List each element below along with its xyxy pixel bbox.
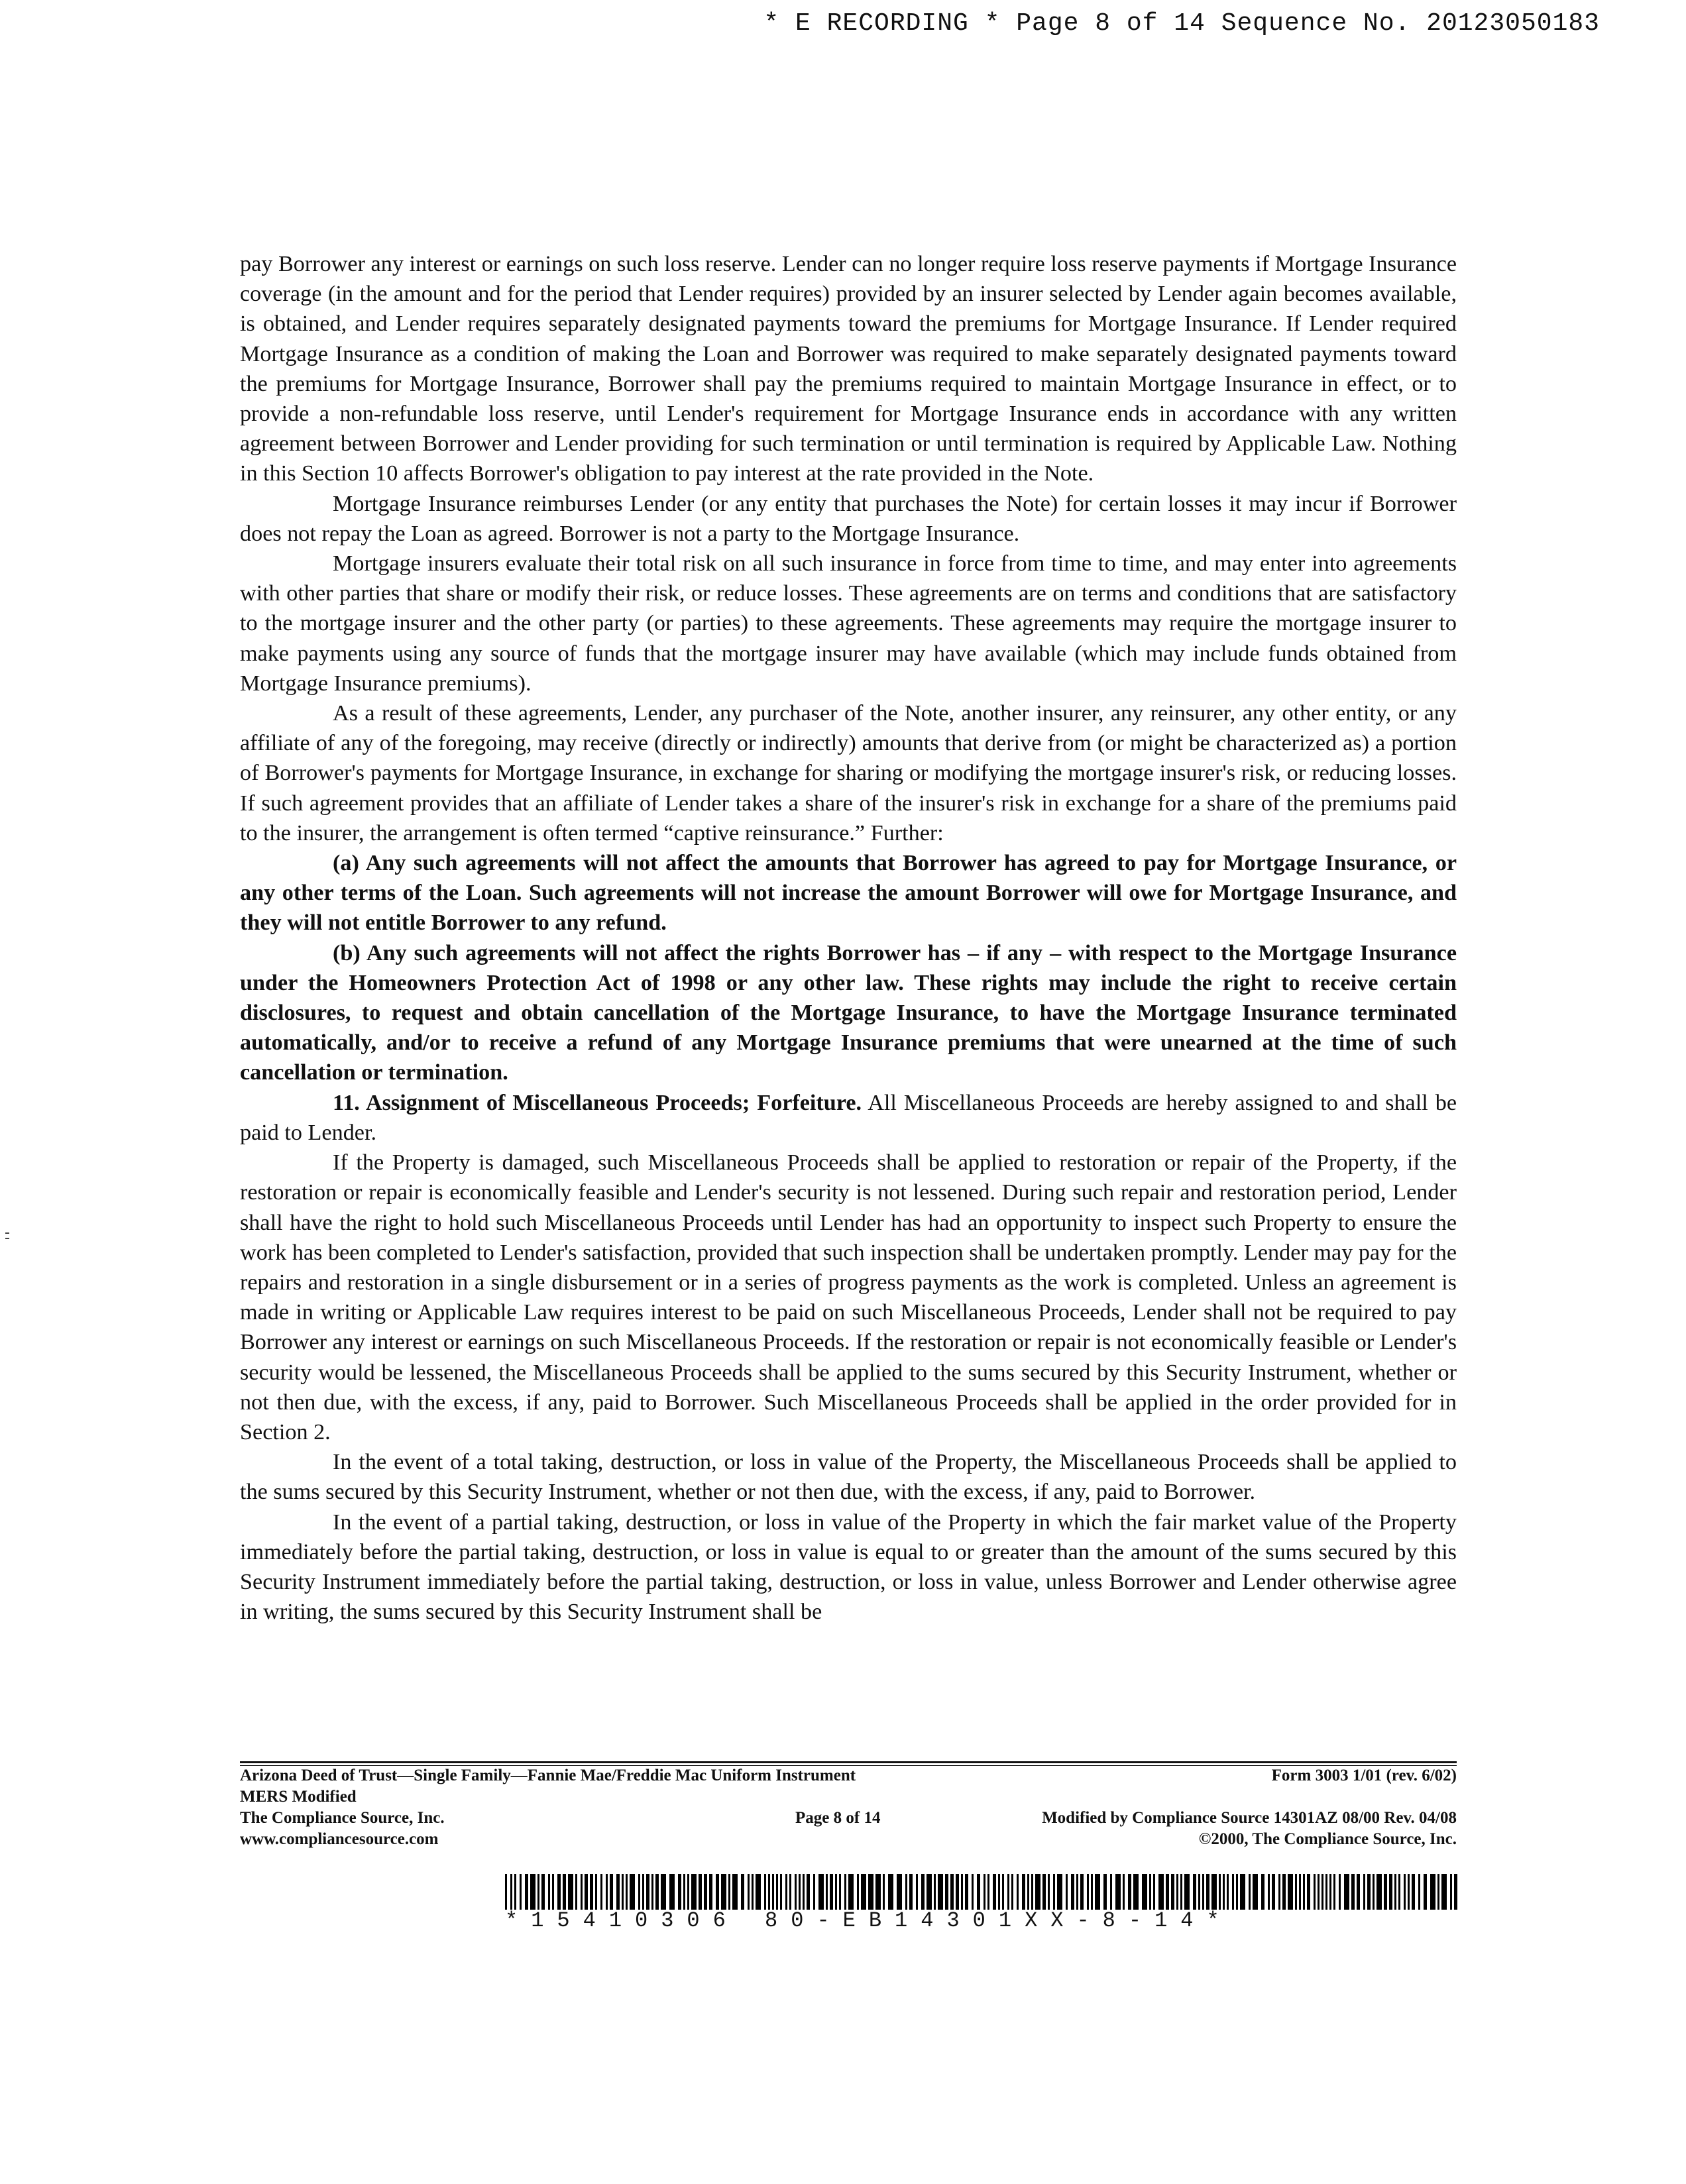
barcode-bar (1424, 1874, 1427, 1910)
barcode-bar (646, 1874, 649, 1910)
barcode-bar (826, 1874, 828, 1910)
barcode-bar (651, 1874, 653, 1910)
barcode-bar (541, 1874, 545, 1910)
barcode-bar (1398, 1874, 1400, 1910)
paragraph-bold-b: (b) Any such agreements will not affect the rights Borrower has – if any – with respect to the Mortgage Insurance under the Homeowners Protection Act of 1998 or any other law. These rights may include the right to receive certain disclosures, to request and obtain cancellation of the Mortgage Insurance, to have the Mortgage Insurance terminated automatically, and/or to receive a refund of any Mortgage Insurance premiums that were unearned at the time of such cancellation or termination. (240, 940, 1457, 1085)
paragraph: As a result of these agreements, Lender, any purchaser of the Note, another insurer, any reinsurer, any other entity, or any affiliate of any of the foregoing, may receive (directly or indirectly) amounts that derive from (or might be characterized as) a portion of Borrower's payments for Mortgage Insurance, in exchange for sharing or modifying the mortgage insurer's risk, or reducing losses. If such agreement provides that an affiliate of Lender takes a share of the insurer's risk in exchange for a share of the premiums paid to the insurer, the arrangement is often termed “captive reinsurance.” Further: (240, 701, 1457, 846)
barcode-bar (1080, 1874, 1084, 1910)
barcode-bar (1007, 1874, 1009, 1910)
barcode-bar (861, 1874, 866, 1910)
barcode-bar (610, 1874, 613, 1910)
barcode-bar (1123, 1874, 1125, 1910)
barcode-bar (590, 1874, 593, 1910)
barcode-bar (813, 1874, 815, 1910)
barcode-bar (1153, 1874, 1155, 1910)
barcode-bar (1223, 1874, 1225, 1910)
barcode-bar (776, 1874, 778, 1910)
barcode-bar (1193, 1874, 1196, 1910)
barcode-bar (1412, 1874, 1415, 1910)
barcode-bar (1357, 1874, 1360, 1910)
barcode-bar (1035, 1874, 1040, 1910)
barcode-bar (1351, 1874, 1355, 1910)
barcode-bar (741, 1874, 744, 1910)
barcode-bar (1171, 1874, 1174, 1910)
barcode-bar (1236, 1874, 1238, 1910)
barcode-bar (1299, 1874, 1301, 1910)
barcode-bar (1329, 1874, 1331, 1910)
barcode-bar (716, 1874, 719, 1910)
section-text: All Miscellaneous Proceeds are hereby assigned to and shall be paid to Lender. (240, 1090, 1457, 1145)
barcode-text: *15410306 80-EB14301XX-8-14* (505, 1908, 1233, 1933)
paragraph: Mortgage insurers evaluate their total risk on all such insurance in force from time to time, and may enter into agreements with other parties that share or modify their risk, or reduce losses. These agreements are on terms and conditions that are satisfactory to the mortgage insurer and the other party (or parties) to these agreements. These agreements may require the mortgage insurer to make payments using any source of funds that the mortgage insurer may have available (which may include funds obtained from Mortgage Insurance premiums). (240, 551, 1457, 696)
barcode-bar (807, 1874, 810, 1910)
barcode-bar (505, 1874, 507, 1910)
barcode-bar (1031, 1874, 1033, 1910)
barcode-bar (768, 1874, 770, 1910)
barcode-bar (752, 1874, 754, 1910)
barcode-bar (1002, 1874, 1004, 1910)
barcode-bar (984, 1874, 985, 1910)
barcode-bar (844, 1874, 846, 1910)
barcode-bar (642, 1874, 644, 1910)
barcode-bar (1339, 1874, 1341, 1910)
barcode-bar (1333, 1874, 1335, 1910)
footer-modified: Modified by Compliance Source 14301AZ 08/00 Rev. 04/08 (1042, 1809, 1457, 1827)
barcode-bar (1149, 1874, 1151, 1910)
barcode-bar (1450, 1874, 1452, 1910)
barcode-bar (630, 1874, 635, 1910)
barcode-bar (732, 1874, 738, 1910)
barcode-bar (1373, 1874, 1375, 1910)
barcode-bar (691, 1874, 697, 1910)
paragraph: In the event of a total taking, destruction, or loss in value of the Property, the Miscellaneous Proceeds shall be applied to the sums secured by this Security Instrument, whether or not then due, with the excess, if any, paid to Borrower. (240, 1450, 1457, 1505)
barcode-bar (622, 1874, 624, 1910)
barcode-bar (1441, 1874, 1447, 1910)
barcode-bar (1227, 1874, 1229, 1910)
barcode-bar (1087, 1874, 1089, 1910)
barcode-bar (909, 1874, 913, 1910)
barcode-bar (1384, 1874, 1387, 1910)
barcode-bar (510, 1874, 512, 1910)
barcode-bar (961, 1874, 963, 1910)
barcode-bar (748, 1874, 750, 1910)
paragraph: In the event of a partial taking, destruction, or loss in value of the Property in which the fair market value of the Property immediately before the partial taking, destruction, or loss in value is equal to or greater than the amount of the sums secured by this Security Instrument immediately before the partial taking, destruction, or loss in value, unless Borrower and Lender otherwise agree in writing, the sums secured by this Security Instrument shall be (240, 1509, 1457, 1625)
barcode-bar (687, 1874, 689, 1910)
barcode-bar (1268, 1874, 1270, 1910)
barcode-bar (552, 1874, 554, 1910)
barcode-bar (600, 1874, 602, 1910)
paragraph: pay Borrower any interest or earnings on such loss reserve. Lender can no longer require loss reserve payments if Mortgage Insurance coverage (in the amount and for the period that Lender requires) provided by an insurer selected by Lender again becomes available, is obtained, and Lender requires separately designated payments toward the premiums for Mortgage Insurance. If Lender required Mortgage Insurance as a condition of making the Loan and Borrower was required to make separately designated payments toward the premiums for Mortgage Insurance, Borrower shall pay the premiums required to maintain Mortgage Insurance in effect, or to provide a non-refundable loss reserve, until Lender's requirement for Mortgage Insurance ends in accordance with any written agreement between Borrower and Lender providing for such termination or until termination is required by Applicable Law. Nothing in this Section 10 affects Borrower's obligation to pay interest at the rate provided in the Note. (240, 252, 1457, 486)
barcode-bar (1321, 1874, 1323, 1910)
barcode-bar (1115, 1874, 1121, 1910)
barcode-bar (548, 1874, 550, 1910)
recording-stamp: * E RECORDING * Page 8 of 14 Sequence No. 20123050183 (763, 9, 1600, 38)
barcode-bar (1219, 1874, 1221, 1910)
barcode-bar (709, 1874, 712, 1910)
barcode-bar (1430, 1874, 1435, 1910)
barcode-bar (585, 1874, 588, 1910)
barcode-bar (938, 1874, 943, 1910)
barcode-bar (678, 1874, 681, 1910)
barcode-bar (965, 1874, 968, 1910)
barcode-bar (780, 1874, 782, 1910)
barcode-bar (1454, 1874, 1457, 1910)
barcode-bar (803, 1874, 805, 1910)
document-footer (240, 1765, 1457, 1850)
barcode-bar (537, 1874, 539, 1910)
barcode-bar (626, 1874, 628, 1910)
barcode-bar (835, 1874, 837, 1910)
barcode-bar (1103, 1874, 1107, 1910)
barcode-bar (557, 1874, 561, 1910)
footer-title: Arizona Deed of Trust—Single Family—Fannie Mae/Freddie Mac Uniform Instrument (240, 1767, 856, 1784)
barcode-bar (1095, 1874, 1100, 1910)
barcode-bar (1344, 1874, 1349, 1910)
footer-website: www.compliancesource.com (240, 1830, 439, 1848)
barcode-bar (1133, 1874, 1139, 1910)
barcode-bar (1408, 1874, 1410, 1910)
barcode-bar (1211, 1874, 1217, 1910)
barcode-bar (1282, 1874, 1286, 1910)
barcode-bar (1377, 1874, 1382, 1910)
barcode-bar (669, 1874, 675, 1910)
barcode-bar (934, 1874, 936, 1910)
barcode-bar (1314, 1874, 1316, 1910)
barcode-bar (1232, 1874, 1234, 1910)
barcode-bar (1278, 1874, 1280, 1910)
barcode-bar (1066, 1874, 1068, 1910)
section-heading: 11. Assignment of Miscellaneous Proceeds; Forfeiture. (333, 1090, 862, 1115)
barcode-bar (795, 1874, 797, 1910)
barcode-bar (1048, 1874, 1050, 1910)
barcode-bar (1318, 1874, 1320, 1910)
barcode-bar (1053, 1874, 1055, 1910)
footer-divider (240, 1761, 1457, 1763)
barcode-bar (1394, 1874, 1396, 1910)
barcode-bar (728, 1874, 730, 1910)
barcode-bar (772, 1874, 774, 1910)
barcode-bar (857, 1874, 859, 1910)
barcode-bar (683, 1874, 685, 1910)
barcode-bar (1404, 1874, 1406, 1910)
barcode-bar (897, 1874, 902, 1910)
barcode-bar (638, 1874, 640, 1910)
barcode-bar (830, 1874, 833, 1910)
barcode-bar (1180, 1874, 1182, 1910)
barcode-bar (799, 1874, 801, 1910)
barcode-bar (927, 1874, 932, 1910)
margin-mark (5, 1232, 9, 1234)
footer-form: Form 3003 1/01 (rev. 6/02) (1271, 1767, 1457, 1784)
barcode-bar (1017, 1874, 1019, 1910)
footer-mers: MERS Modified (240, 1788, 357, 1806)
barcode-bar (945, 1874, 948, 1910)
barcode-bar (950, 1874, 954, 1910)
barcode-bar (661, 1874, 666, 1910)
barcode-bar (987, 1874, 989, 1910)
barcode-bar (514, 1874, 516, 1910)
paragraph: If the Property is damaged, such Miscellaneous Proceeds shall be applied to restoration or repair of the Property, if the restoration or repair is economically feasible and Lender's security is not lessened. During such repair and restoration period, Lender shall have the right to hold such Miscellaneous Proceeds until Lender has had an opportunity to inspect such Property to ensure the work has been completed to Lender's satisfaction, provided that such inspection shall be undertaken promptly. Lender may pay for the repairs and restoration in a single disbursement or in a series of progress payments as the work is completed. Unless an agreement is made in writing or Applicable Law requires interest to be paid on such Miscellaneous Proceeds, Lender shall not be required to pay Borrower any interest or earnings on such Miscellaneous Proceeds. If the restoration or repair is not economically feasible or Lender's security would be lessened, the Miscellaneous Proceeds shall be applied to the sums secured by this Security Instrument, whether or not then due, with the excess, if any, paid to Borrower. Such Miscellaneous Proceeds shall be applied in the order provided for in Section 2. (240, 1150, 1457, 1445)
barcode-bar (764, 1874, 766, 1910)
barcode-bar (1027, 1874, 1029, 1910)
barcode-bar (1076, 1874, 1078, 1910)
barcode-bar (848, 1874, 854, 1910)
barcode-image (505, 1874, 1459, 1910)
barcode-bar (1363, 1874, 1365, 1910)
barcode-bar (1253, 1874, 1258, 1910)
barcode-bar (756, 1874, 761, 1910)
barcode-bar (1071, 1874, 1074, 1910)
barcode-bar (1418, 1874, 1420, 1910)
barcode-bar (568, 1874, 573, 1910)
barcode-bar (905, 1874, 907, 1910)
barcode-bar (921, 1874, 925, 1910)
barcode-bar (1158, 1874, 1164, 1910)
margin-mark (5, 1238, 9, 1239)
barcode-bar (563, 1874, 566, 1910)
barcode-bar (606, 1874, 608, 1910)
barcode-bar (1288, 1874, 1293, 1910)
barcode-bar (839, 1874, 841, 1910)
barcode-bar (1249, 1874, 1251, 1910)
barcode-bar (721, 1874, 726, 1910)
barcode-bar (1110, 1874, 1112, 1910)
barcode-bar (789, 1874, 791, 1910)
barcode-bar (818, 1874, 824, 1910)
barcode-bar (581, 1874, 583, 1910)
barcode-bar (1240, 1874, 1245, 1910)
section-11 (240, 1088, 1457, 1148)
barcode-bar (595, 1874, 597, 1910)
barcode-bar (875, 1874, 881, 1910)
barcode-bar (1176, 1874, 1178, 1910)
barcode-bar (1303, 1874, 1305, 1910)
barcode-bar (1437, 1874, 1439, 1910)
footer-copyright: ©2000, The Compliance Source, Inc. (1198, 1830, 1457, 1848)
barcode-bar (704, 1874, 707, 1910)
footer-company: The Compliance Source, Inc. (240, 1809, 445, 1827)
paragraph: Mortgage Insurance reimburses Lender (or any entity that purchases the Note) for certain losses it may incur if Borrower does not repay the Loan as agreed. Borrower is not a party to the Mortgage Insurance. (240, 491, 1457, 546)
barcode-bar (1272, 1874, 1275, 1910)
barcode-bar (530, 1874, 535, 1910)
barcode-bar (1057, 1874, 1062, 1910)
barcode-bar (575, 1874, 577, 1910)
barcode-bar (972, 1874, 974, 1910)
barcode-bar (1295, 1874, 1297, 1910)
barcode-bar (993, 1874, 996, 1910)
barcode-bar (1389, 1874, 1392, 1910)
barcode-bar (916, 1874, 918, 1910)
paragraph-bold-a: (a) Any such agreements will not affect the amounts that Borrower has agreed to pay for Mortgage Insurance, or any other terms of the Loan. Such agreements will not increase the amount Borrower will owe for Mortgage Insurance, and they will not entitle Borrower to any refund. (240, 851, 1457, 936)
document-body (240, 249, 1457, 1627)
barcode-bar (616, 1874, 620, 1910)
barcode-bar (883, 1874, 885, 1910)
barcode-bar (1011, 1874, 1013, 1910)
footer-page: Page 8 of 14 (795, 1809, 881, 1827)
barcode-bar (785, 1874, 787, 1910)
barcode-bar (888, 1874, 893, 1910)
barcode-bar (1367, 1874, 1371, 1910)
barcode-bar (1261, 1874, 1264, 1910)
barcode-bar (1198, 1874, 1200, 1910)
barcode-bar (699, 1874, 702, 1910)
barcode-bar (1142, 1874, 1147, 1910)
barcode-bar (998, 1874, 1000, 1910)
barcode-bar (1091, 1874, 1093, 1910)
barcode-bar (868, 1874, 873, 1910)
barcode-bar (655, 1874, 659, 1910)
barcode-bar (977, 1874, 980, 1910)
barcode-bar (956, 1874, 959, 1910)
barcode-bar (1206, 1874, 1209, 1910)
barcode-bar (1184, 1874, 1190, 1910)
barcode-bar (1128, 1874, 1131, 1910)
barcode-bar (1166, 1874, 1169, 1910)
barcode-bar (520, 1874, 522, 1910)
barcode-bar (1325, 1874, 1327, 1910)
barcode-bar (1307, 1874, 1310, 1910)
barcode-bar (1042, 1874, 1046, 1910)
barcode-bar (525, 1874, 528, 1910)
barcode-bar (1022, 1874, 1025, 1910)
barcode-bar (1202, 1874, 1204, 1910)
